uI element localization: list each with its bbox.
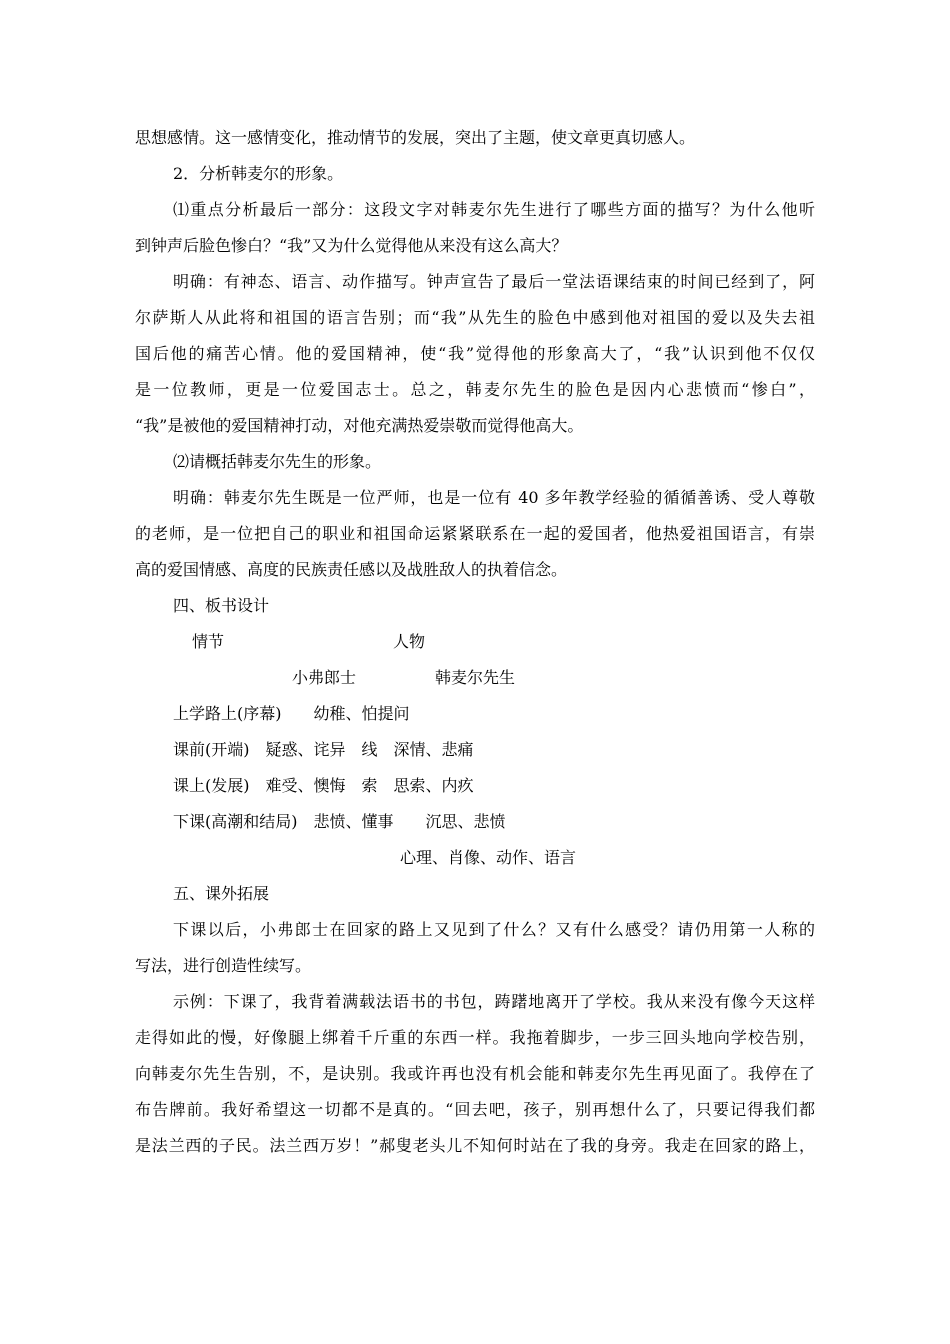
section-heading: 四、板书设计 [173, 596, 270, 615]
text-line: 思想感情。这一感情变化，推动情节的发展，突出了主题，使文章更真切感人。 [135, 128, 696, 147]
text-line: 布告牌前。我好希望这一切都不是真的。“回去吧，孩子，别再想什么了，只要记得我们都 [135, 1100, 815, 1119]
board-design-line: 人物 [393, 632, 426, 651]
text-line: 写法，进行创造性续写。 [135, 956, 312, 975]
board-design-line: 情节 [192, 632, 225, 651]
text-line: 走得如此的慢，好像腿上绑着千斤重的东西一样。我拖着脚步，一步三回头地向学校告别， [135, 1028, 815, 1047]
section-heading: 五、课外拓展 [173, 884, 270, 903]
text-line: ⑴重点分析最后一部分：这段文字对韩麦尔先生进行了哪些方面的描写？为什么他听 [173, 200, 815, 219]
text-line: 向韩麦尔先生告别，不，是诀别。我或许再也没有机会能和韩麦尔先生再见面了。我停在了 [135, 1064, 815, 1083]
text-line: 明确：有神态、语言、动作描写。钟声宣告了最后一堂法语课结束的时间已经到了，阿 [173, 272, 815, 291]
text-line: 的老师，是一位把自己的职业和祖国命运紧紧联系在一起的爱国者，他热爱祖国语言，有崇 [135, 524, 815, 543]
text-line: 国后他的痛苦心情。他的爱国精神，使“我”觉得他的形象高大了，“我”认识到他不仅仅 [135, 344, 815, 363]
text-line: 到钟声后脸色惨白？“我”又为什么觉得他从来没有这么高大？ [135, 236, 568, 255]
text-line: 尔萨斯人从此将和祖国的语言告别；而“我”从先生的脸色中感到他对祖国的爱以及失去祖 [135, 308, 815, 327]
text-line: 下课以后，小弗郎士在回家的路上又见到了什么？又有什么感受？请仍用第一人称的 [173, 920, 815, 939]
text-line: 示例：下课了，我背着满载法语书的书包，踌躇地离开了学校。我从来没有像今天这样 [173, 992, 815, 1011]
board-design-line: 韩麦尔先生 [435, 668, 516, 687]
board-design-line: 课前(开端) 疑惑、诧异 线 深情、悲痛 [173, 740, 474, 759]
text-line: 是一位教师，更是一位爱国志士。总之，韩麦尔先生的脸色是因内心悲愤而“惨白”， [135, 380, 815, 399]
section-heading: 2．分析韩麦尔的形象。 [173, 164, 344, 183]
board-design-line: 上学路上(序幕) 幼稚、怕提问 [173, 704, 410, 723]
board-design-line: 小弗郎士 [292, 668, 357, 687]
text-line: 明确：韩麦尔先生既是一位严师，也是一位有 40 多年教学经验的循循善诱、受人尊敬 [173, 488, 815, 507]
board-design-line: 课上(发展) 难受、懊悔 索 思索、内疚 [173, 776, 474, 795]
text-line: 高的爱国情感、高度的民族责任感以及战胜敌人的执着信念。 [135, 560, 568, 579]
text-line: 是法兰西的子民。法兰西万岁！”郝叟老头儿不知何时站在了我的身旁。我走在回家的路上， [135, 1136, 815, 1155]
text-line: “我”是被他的爱国精神打动，对他充满热爱崇敬而觉得他高大。 [135, 416, 584, 435]
board-design-line: 心理、肖像、动作、语言 [400, 848, 577, 867]
section-heading: ⑵请概括韩麦尔先生的形象。 [173, 452, 382, 471]
board-design-line: 下课(高潮和结局) 悲愤、懂事 沉思、悲愤 [173, 812, 506, 831]
